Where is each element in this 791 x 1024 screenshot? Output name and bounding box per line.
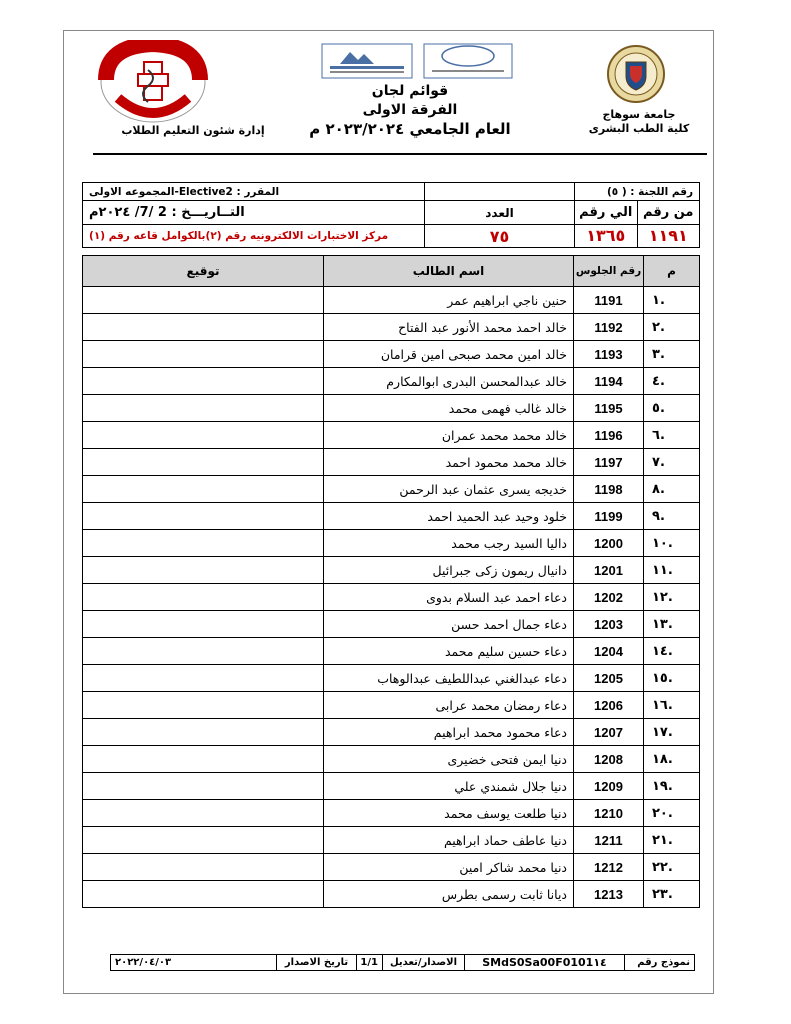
student-list-table — [82, 255, 700, 908]
row-signature — [83, 287, 324, 314]
row-index: .٨ — [644, 476, 700, 503]
count-value: ٧٥ — [425, 225, 575, 248]
committee-info-table — [82, 182, 700, 248]
table-row — [83, 422, 700, 449]
empty-cell — [425, 183, 575, 201]
row-index: .٤ — [644, 368, 700, 395]
row-student-name: خالد محمد محمد عمران — [324, 422, 574, 449]
table-row — [83, 746, 700, 773]
row-signature — [83, 368, 324, 395]
row-student-name: دنيا جلال شمندي علي — [324, 773, 574, 800]
header-seat-number: رقم الجلوس — [574, 256, 644, 287]
row-seat-number: 1207 — [574, 719, 644, 746]
to-value: ١٣٦٥ — [586, 226, 626, 245]
table-row — [83, 665, 700, 692]
header-student-name: اسم الطالب — [324, 256, 574, 287]
row-index: .١٨ — [644, 746, 700, 773]
table-row — [83, 719, 700, 746]
row-student-name: خلود وحيد عبد الحميد احمد — [324, 503, 574, 530]
row-seat-number: 1210 — [574, 800, 644, 827]
exam-date: التــاريـــخ : 2 /7/ ٢٠٢٤م — [83, 201, 425, 225]
row-signature — [83, 584, 324, 611]
row-student-name: خالد محمد محمود احمد — [324, 449, 574, 476]
row-index: .٥ — [644, 395, 700, 422]
form-number-label: نموذج رقم — [637, 957, 690, 968]
count-label: العدد — [425, 201, 575, 225]
row-seat-number: 1209 — [574, 773, 644, 800]
header-index: م — [644, 256, 700, 287]
row-seat-number: 1200 — [574, 530, 644, 557]
table-row — [83, 773, 700, 800]
row-index: .٦ — [644, 422, 700, 449]
row-student-name: دعاء احمد عبد السلام بدوى — [324, 584, 574, 611]
table-row — [83, 827, 700, 854]
row-student-name: داليا السيد رجب محمد — [324, 530, 574, 557]
row-seat-number: 1203 — [574, 611, 644, 638]
header-signature: توقيع — [83, 256, 324, 287]
table-row — [83, 854, 700, 881]
university-crest-logo — [606, 44, 666, 104]
row-signature — [83, 854, 324, 881]
row-signature — [83, 395, 324, 422]
row-student-name: ديانا ثابت رسمى بطرس — [324, 881, 574, 908]
row-seat-number: 1208 — [574, 746, 644, 773]
row-index: .١٠ — [644, 530, 700, 557]
row-seat-number: 1191 — [574, 287, 644, 314]
table-row — [83, 881, 700, 908]
form-number-value: SMdS0Sa00F0101١٤ — [465, 955, 625, 971]
table-row — [83, 638, 700, 665]
table-row — [83, 584, 700, 611]
row-index: .٢٣ — [644, 881, 700, 908]
table-row — [83, 800, 700, 827]
row-seat-number: 1202 — [574, 584, 644, 611]
range-values — [575, 225, 700, 248]
row-signature — [83, 341, 324, 368]
row-index: .١٢ — [644, 584, 700, 611]
row-student-name: دعاء جمال احمد حسن — [324, 611, 574, 638]
row-seat-number: 1195 — [574, 395, 644, 422]
table-row — [83, 449, 700, 476]
row-signature — [83, 557, 324, 584]
row-student-name: حنين ناجي ابراهيم عمر — [324, 287, 574, 314]
row-index: .١١ — [644, 557, 700, 584]
row-signature — [83, 611, 324, 638]
row-seat-number: 1204 — [574, 638, 644, 665]
row-student-name: دعاء رمضان محمد عرابى — [324, 692, 574, 719]
department-name: إدارة شئون التعليم الطلاب — [121, 124, 265, 137]
row-student-name: دنيا ايمن فتحى خضيرى — [324, 746, 574, 773]
row-student-name: خالد احمد محمد الأنور عبد الفتاح — [324, 314, 574, 341]
row-index: .١٧ — [644, 719, 700, 746]
row-signature — [83, 827, 324, 854]
document-title — [300, 82, 520, 139]
row-index: .١٥ — [644, 665, 700, 692]
row-seat-number: 1196 — [574, 422, 644, 449]
header-divider — [93, 153, 707, 155]
table-row — [83, 530, 700, 557]
faculty-medicine-logo — [98, 40, 208, 124]
row-index: .٢ — [644, 314, 700, 341]
table-row — [83, 368, 700, 395]
exam-location: مركز الاختبارات الالكترونيه رقم (٢)بالكوامل قاعه رقم (١) — [83, 225, 425, 248]
table-row — [83, 557, 700, 584]
row-seat-number: 1212 — [574, 854, 644, 881]
row-index: .١٩ — [644, 773, 700, 800]
table-row — [83, 611, 700, 638]
row-signature — [83, 746, 324, 773]
row-student-name: خالد امين محمد صبحى امين قرامان — [324, 341, 574, 368]
table-row — [83, 395, 700, 422]
row-signature — [83, 719, 324, 746]
row-index: .٩ — [644, 503, 700, 530]
row-signature — [83, 422, 324, 449]
row-seat-number: 1192 — [574, 314, 644, 341]
title-line-2: الفرقة الاولى — [362, 102, 458, 118]
row-seat-number: 1199 — [574, 503, 644, 530]
row-signature — [83, 638, 324, 665]
faculty-name-line: كلية الطب البشرى — [588, 122, 690, 135]
title-line-1: قوائم لجان — [371, 83, 449, 99]
row-index: .٧ — [644, 449, 700, 476]
form-footer — [110, 954, 695, 971]
table-row — [83, 287, 700, 314]
row-student-name: دعاء حسين سليم محمد — [324, 638, 574, 665]
row-signature — [83, 449, 324, 476]
table-row — [83, 476, 700, 503]
row-signature — [83, 692, 324, 719]
from-label: من رقم — [637, 201, 700, 224]
row-index: .٢١ — [644, 827, 700, 854]
from-value: ١١٩١ — [637, 225, 700, 247]
row-index: .١٦ — [644, 692, 700, 719]
row-signature — [83, 665, 324, 692]
accreditation-logos — [320, 42, 515, 80]
row-index: .٣ — [644, 341, 700, 368]
row-index: .١ — [644, 287, 700, 314]
to-label: الي رقم — [579, 205, 633, 220]
row-signature — [83, 314, 324, 341]
row-student-name: دنيا طلعت يوسف محمد — [324, 800, 574, 827]
row-index: .٢٢ — [644, 854, 700, 881]
row-index: .١٤ — [644, 638, 700, 665]
table-row — [83, 314, 700, 341]
row-seat-number: 1197 — [574, 449, 644, 476]
range-labels — [575, 201, 700, 225]
row-seat-number: 1201 — [574, 557, 644, 584]
row-student-name: خالد غالب فهمى محمد — [324, 395, 574, 422]
row-signature — [83, 773, 324, 800]
row-seat-number: 1213 — [574, 881, 644, 908]
row-student-name: دعاء عبدالغني عبداللطيف عبدالوهاب — [324, 665, 574, 692]
row-student-name: دنيا محمد شاكر امين — [324, 854, 574, 881]
row-seat-number: 1206 — [574, 692, 644, 719]
row-seat-number: 1193 — [574, 341, 644, 368]
course-name: المقرر : Elective2-المجموعه الاولى — [83, 183, 425, 201]
row-student-name: دنيا عاطف حماد ابراهيم — [324, 827, 574, 854]
row-signature — [83, 476, 324, 503]
version-value: 1/1 — [357, 955, 383, 971]
row-student-name: خالد عبدالمحسن البدرى ابوالمكارم — [324, 368, 574, 395]
row-student-name: دعاء محمود محمد ابراهيم — [324, 719, 574, 746]
row-signature — [83, 503, 324, 530]
table-row — [83, 692, 700, 719]
committee-number: رقم اللجنة : ( ٥) — [575, 183, 700, 201]
student-rows — [83, 287, 700, 908]
row-seat-number: 1205 — [574, 665, 644, 692]
issue-date-label: تاريخ الاصدار — [277, 955, 357, 971]
row-signature — [83, 800, 324, 827]
table-row — [83, 503, 700, 530]
row-seat-number: 1198 — [574, 476, 644, 503]
row-seat-number: 1211 — [574, 827, 644, 854]
row-student-name: خديجه يسرى عثمان عبد الرحمن — [324, 476, 574, 503]
table-row — [83, 341, 700, 368]
row-signature — [83, 530, 324, 557]
version-label: الاصدار/تعديل — [383, 955, 465, 971]
faculty-name — [584, 108, 694, 136]
row-student-name: دانيال ريمون زكى جبرائيل — [324, 557, 574, 584]
row-seat-number: 1194 — [574, 368, 644, 395]
issue-date-value: ٢٠٢٢/٠٤/٠٣ — [111, 955, 277, 971]
row-index: .٢٠ — [644, 800, 700, 827]
row-index: .١٣ — [644, 611, 700, 638]
title-line-3: العام الجامعي ٢٠٢٣/٢٠٢٤ م — [309, 120, 511, 138]
row-signature — [83, 881, 324, 908]
university-name: جامعة سوهاج — [602, 108, 676, 121]
